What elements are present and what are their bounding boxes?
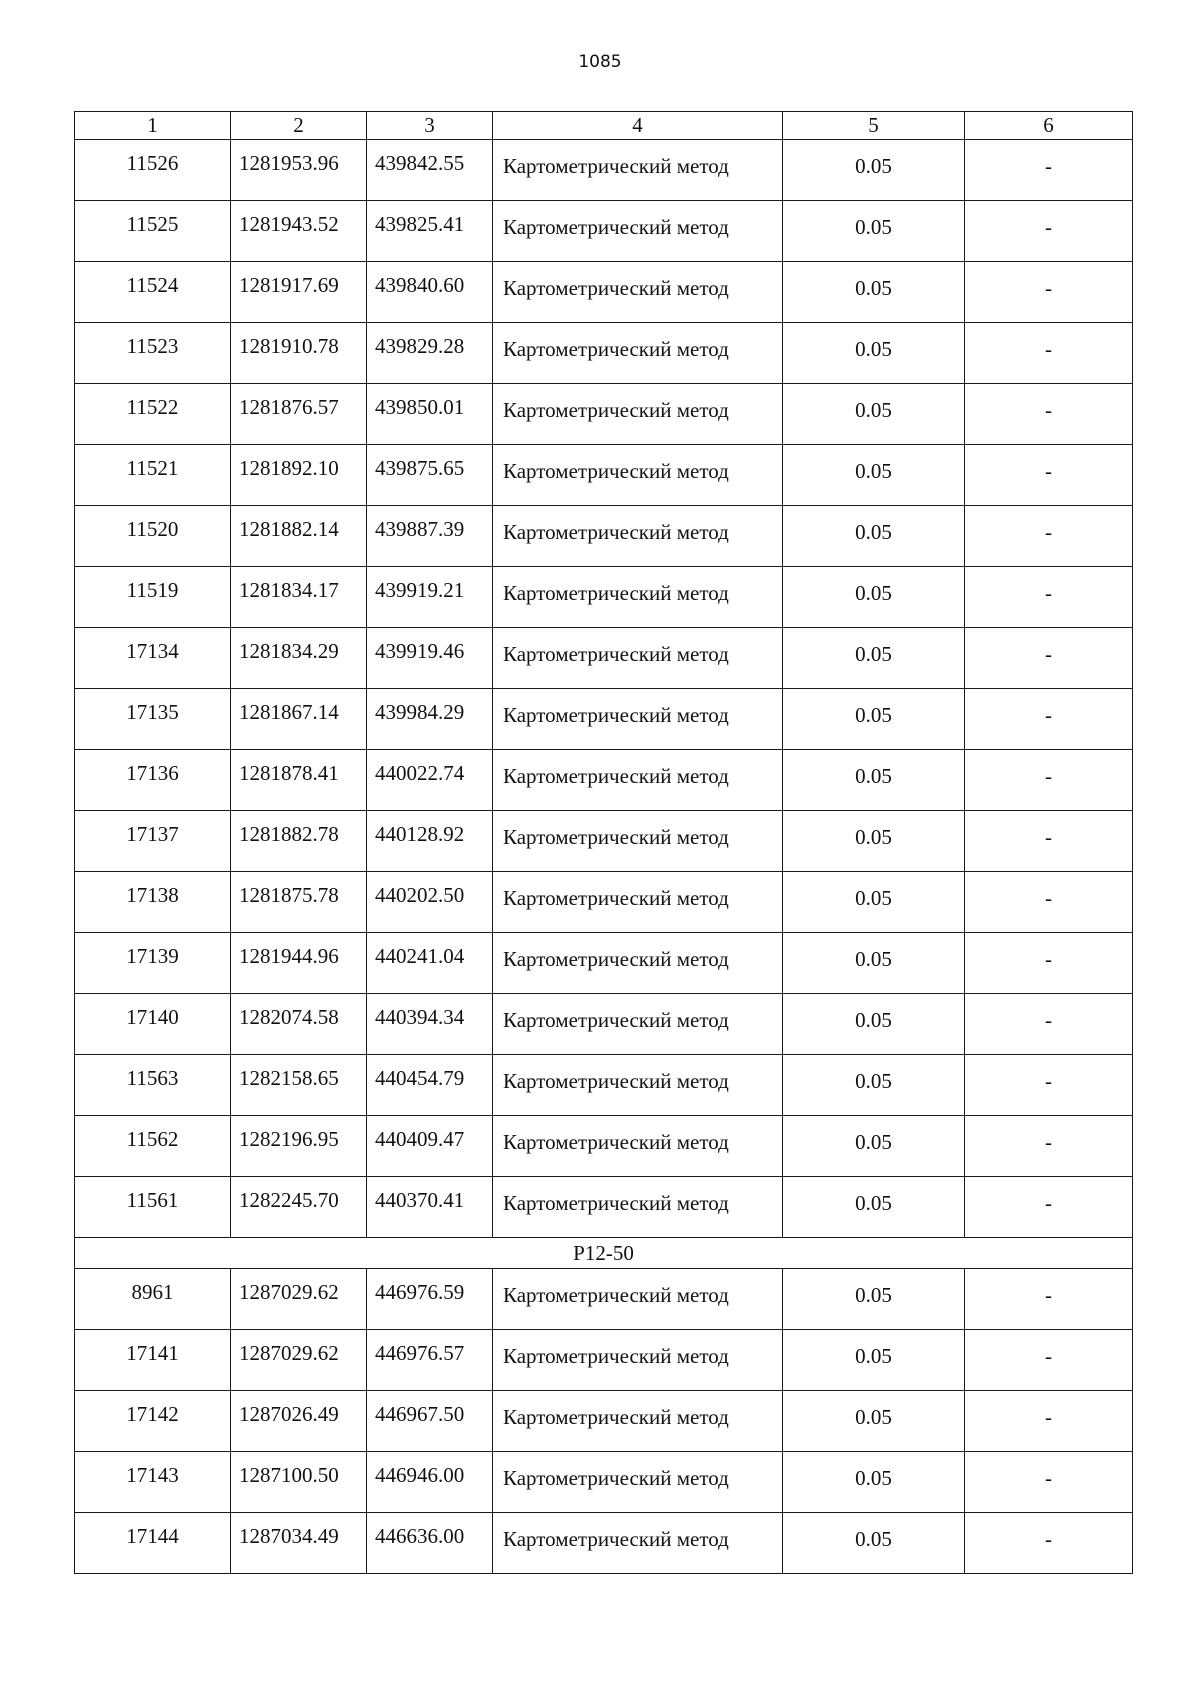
method-cell: Картометрический метод xyxy=(493,140,783,201)
method-cell: Картометрический метод xyxy=(493,1513,783,1574)
point-id-cell: 11519 xyxy=(75,567,231,628)
table-row xyxy=(75,384,1133,445)
accuracy-cell: 0.05 xyxy=(783,872,965,933)
method-cell: Картометрический метод xyxy=(493,872,783,933)
method-cell: Картометрический метод xyxy=(493,750,783,811)
y-coordinate-cell: 440394.34 xyxy=(367,994,493,1055)
point-id-cell: 17143 xyxy=(75,1452,231,1513)
table-row xyxy=(75,506,1133,567)
x-coordinate-cell: 1281834.17 xyxy=(231,567,367,628)
note-cell: - xyxy=(965,567,1133,628)
accuracy-cell: 0.05 xyxy=(783,384,965,445)
column-header-4: 4 xyxy=(493,112,783,140)
y-coordinate-cell: 439825.41 xyxy=(367,201,493,262)
note-cell: - xyxy=(965,201,1133,262)
accuracy-cell: 0.05 xyxy=(783,994,965,1055)
accuracy-cell: 0.05 xyxy=(783,1330,965,1391)
accuracy-cell: 0.05 xyxy=(783,1269,965,1330)
table-row xyxy=(75,1513,1133,1574)
method-cell: Картометрический метод xyxy=(493,506,783,567)
accuracy-cell: 0.05 xyxy=(783,1116,965,1177)
note-cell: - xyxy=(965,1391,1133,1452)
coordinates-table xyxy=(74,111,1133,1574)
note-cell: - xyxy=(965,628,1133,689)
point-id-cell: 11563 xyxy=(75,1055,231,1116)
table-row xyxy=(75,262,1133,323)
point-id-cell: 11523 xyxy=(75,323,231,384)
y-coordinate-cell: 440370.41 xyxy=(367,1177,493,1238)
method-cell: Картометрический метод xyxy=(493,262,783,323)
table-body xyxy=(75,140,1133,1574)
y-coordinate-cell: 440454.79 xyxy=(367,1055,493,1116)
column-header-5: 5 xyxy=(783,112,965,140)
x-coordinate-cell: 1281875.78 xyxy=(231,872,367,933)
method-cell: Картометрический метод xyxy=(493,201,783,262)
page-number: 1085 xyxy=(578,52,622,72)
table-row xyxy=(75,1330,1133,1391)
method-cell: Картометрический метод xyxy=(493,1269,783,1330)
y-coordinate-cell: 440409.47 xyxy=(367,1116,493,1177)
point-id-cell: 11521 xyxy=(75,445,231,506)
x-coordinate-cell: 1287100.50 xyxy=(231,1452,367,1513)
note-cell: - xyxy=(965,994,1133,1055)
accuracy-cell: 0.05 xyxy=(783,1177,965,1238)
note-cell: - xyxy=(965,506,1133,567)
accuracy-cell: 0.05 xyxy=(783,506,965,567)
point-id-cell: 11524 xyxy=(75,262,231,323)
table-row xyxy=(75,1269,1133,1330)
point-id-cell: 11561 xyxy=(75,1177,231,1238)
table-row xyxy=(75,1391,1133,1452)
note-cell: - xyxy=(965,323,1133,384)
y-coordinate-cell: 440241.04 xyxy=(367,933,493,994)
method-cell: Картометрический метод xyxy=(493,445,783,506)
x-coordinate-cell: 1281917.69 xyxy=(231,262,367,323)
x-coordinate-cell: 1287026.49 xyxy=(231,1391,367,1452)
table-row xyxy=(75,1055,1133,1116)
accuracy-cell: 0.05 xyxy=(783,445,965,506)
note-cell: - xyxy=(965,933,1133,994)
table-row xyxy=(75,811,1133,872)
point-id-cell: 17135 xyxy=(75,689,231,750)
table-row xyxy=(75,994,1133,1055)
x-coordinate-cell: 1281878.41 xyxy=(231,750,367,811)
table-row xyxy=(75,323,1133,384)
x-coordinate-cell: 1282196.95 xyxy=(231,1116,367,1177)
y-coordinate-cell: 439840.60 xyxy=(367,262,493,323)
x-coordinate-cell: 1281882.78 xyxy=(231,811,367,872)
header-row xyxy=(75,112,1133,140)
y-coordinate-cell: 439919.21 xyxy=(367,567,493,628)
x-coordinate-cell: 1281867.14 xyxy=(231,689,367,750)
note-cell: - xyxy=(965,750,1133,811)
note-cell: - xyxy=(965,1513,1133,1574)
x-coordinate-cell: 1281834.29 xyxy=(231,628,367,689)
section-row xyxy=(75,1238,1133,1269)
accuracy-cell: 0.05 xyxy=(783,201,965,262)
table-row xyxy=(75,628,1133,689)
method-cell: Картометрический метод xyxy=(493,567,783,628)
point-id-cell: 17144 xyxy=(75,1513,231,1574)
y-coordinate-cell: 446976.57 xyxy=(367,1330,493,1391)
point-id-cell: 17134 xyxy=(75,628,231,689)
section-label: Р12-50 xyxy=(75,1238,1133,1269)
x-coordinate-cell: 1281892.10 xyxy=(231,445,367,506)
table-row xyxy=(75,1177,1133,1238)
point-id-cell: 11526 xyxy=(75,140,231,201)
note-cell: - xyxy=(965,689,1133,750)
point-id-cell: 11562 xyxy=(75,1116,231,1177)
note-cell: - xyxy=(965,262,1133,323)
method-cell: Картометрический метод xyxy=(493,994,783,1055)
point-id-cell: 17140 xyxy=(75,994,231,1055)
y-coordinate-cell: 446946.00 xyxy=(367,1452,493,1513)
x-coordinate-cell: 1282245.70 xyxy=(231,1177,367,1238)
method-cell: Картометрический метод xyxy=(493,384,783,445)
method-cell: Картометрический метод xyxy=(493,689,783,750)
point-id-cell: 17137 xyxy=(75,811,231,872)
x-coordinate-cell: 1281910.78 xyxy=(231,323,367,384)
note-cell: - xyxy=(965,1330,1133,1391)
note-cell: - xyxy=(965,140,1133,201)
y-coordinate-cell: 440022.74 xyxy=(367,750,493,811)
point-id-cell: 8961 xyxy=(75,1269,231,1330)
note-cell: - xyxy=(965,1177,1133,1238)
method-cell: Картометрический метод xyxy=(493,1330,783,1391)
table-row xyxy=(75,933,1133,994)
point-id-cell: 17138 xyxy=(75,872,231,933)
table-row xyxy=(75,872,1133,933)
y-coordinate-cell: 439842.55 xyxy=(367,140,493,201)
method-cell: Картометрический метод xyxy=(493,628,783,689)
note-cell: - xyxy=(965,384,1133,445)
column-header-3: 3 xyxy=(367,112,493,140)
method-cell: Картометрический метод xyxy=(493,1452,783,1513)
note-cell: - xyxy=(965,1269,1133,1330)
point-id-cell: 17136 xyxy=(75,750,231,811)
method-cell: Картометрический метод xyxy=(493,811,783,872)
accuracy-cell: 0.05 xyxy=(783,1055,965,1116)
method-cell: Картометрический метод xyxy=(493,1391,783,1452)
note-cell: - xyxy=(965,1116,1133,1177)
note-cell: - xyxy=(965,1452,1133,1513)
x-coordinate-cell: 1287034.49 xyxy=(231,1513,367,1574)
point-id-cell: 17141 xyxy=(75,1330,231,1391)
accuracy-cell: 0.05 xyxy=(783,933,965,994)
x-coordinate-cell: 1281876.57 xyxy=(231,384,367,445)
x-coordinate-cell: 1282074.58 xyxy=(231,994,367,1055)
column-header-2: 2 xyxy=(231,112,367,140)
table-row xyxy=(75,201,1133,262)
point-id-cell: 17139 xyxy=(75,933,231,994)
y-coordinate-cell: 440202.50 xyxy=(367,872,493,933)
method-cell: Картометрический метод xyxy=(493,933,783,994)
note-cell: - xyxy=(965,1055,1133,1116)
y-coordinate-cell: 439875.65 xyxy=(367,445,493,506)
point-id-cell: 11525 xyxy=(75,201,231,262)
method-cell: Картометрический метод xyxy=(493,1116,783,1177)
table-row xyxy=(75,750,1133,811)
table-row xyxy=(75,567,1133,628)
x-coordinate-cell: 1287029.62 xyxy=(231,1330,367,1391)
accuracy-cell: 0.05 xyxy=(783,1391,965,1452)
accuracy-cell: 0.05 xyxy=(783,811,965,872)
point-id-cell: 11522 xyxy=(75,384,231,445)
note-cell: - xyxy=(965,811,1133,872)
y-coordinate-cell: 439829.28 xyxy=(367,323,493,384)
table-row xyxy=(75,445,1133,506)
y-coordinate-cell: 446976.59 xyxy=(367,1269,493,1330)
accuracy-cell: 0.05 xyxy=(783,1452,965,1513)
accuracy-cell: 0.05 xyxy=(783,323,965,384)
table-row xyxy=(75,689,1133,750)
column-header-1: 1 xyxy=(75,112,231,140)
y-coordinate-cell: 446636.00 xyxy=(367,1513,493,1574)
x-coordinate-cell: 1281943.52 xyxy=(231,201,367,262)
accuracy-cell: 0.05 xyxy=(783,628,965,689)
column-header-6: 6 xyxy=(965,112,1133,140)
accuracy-cell: 0.05 xyxy=(783,262,965,323)
note-cell: - xyxy=(965,445,1133,506)
y-coordinate-cell: 440128.92 xyxy=(367,811,493,872)
y-coordinate-cell: 439984.29 xyxy=(367,689,493,750)
accuracy-cell: 0.05 xyxy=(783,750,965,811)
y-coordinate-cell: 446967.50 xyxy=(367,1391,493,1452)
y-coordinate-cell: 439850.01 xyxy=(367,384,493,445)
accuracy-cell: 0.05 xyxy=(783,689,965,750)
x-coordinate-cell: 1281944.96 xyxy=(231,933,367,994)
x-coordinate-cell: 1282158.65 xyxy=(231,1055,367,1116)
method-cell: Картометрический метод xyxy=(493,323,783,384)
accuracy-cell: 0.05 xyxy=(783,567,965,628)
accuracy-cell: 0.05 xyxy=(783,1513,965,1574)
x-coordinate-cell: 1287029.62 xyxy=(231,1269,367,1330)
y-coordinate-cell: 439919.46 xyxy=(367,628,493,689)
point-id-cell: 11520 xyxy=(75,506,231,567)
accuracy-cell: 0.05 xyxy=(783,140,965,201)
x-coordinate-cell: 1281953.96 xyxy=(231,140,367,201)
table-row xyxy=(75,140,1133,201)
note-cell: - xyxy=(965,872,1133,933)
table-row xyxy=(75,1116,1133,1177)
method-cell: Картометрический метод xyxy=(493,1177,783,1238)
table-row xyxy=(75,1452,1133,1513)
x-coordinate-cell: 1281882.14 xyxy=(231,506,367,567)
y-coordinate-cell: 439887.39 xyxy=(367,506,493,567)
point-id-cell: 17142 xyxy=(75,1391,231,1452)
method-cell: Картометрический метод xyxy=(493,1055,783,1116)
